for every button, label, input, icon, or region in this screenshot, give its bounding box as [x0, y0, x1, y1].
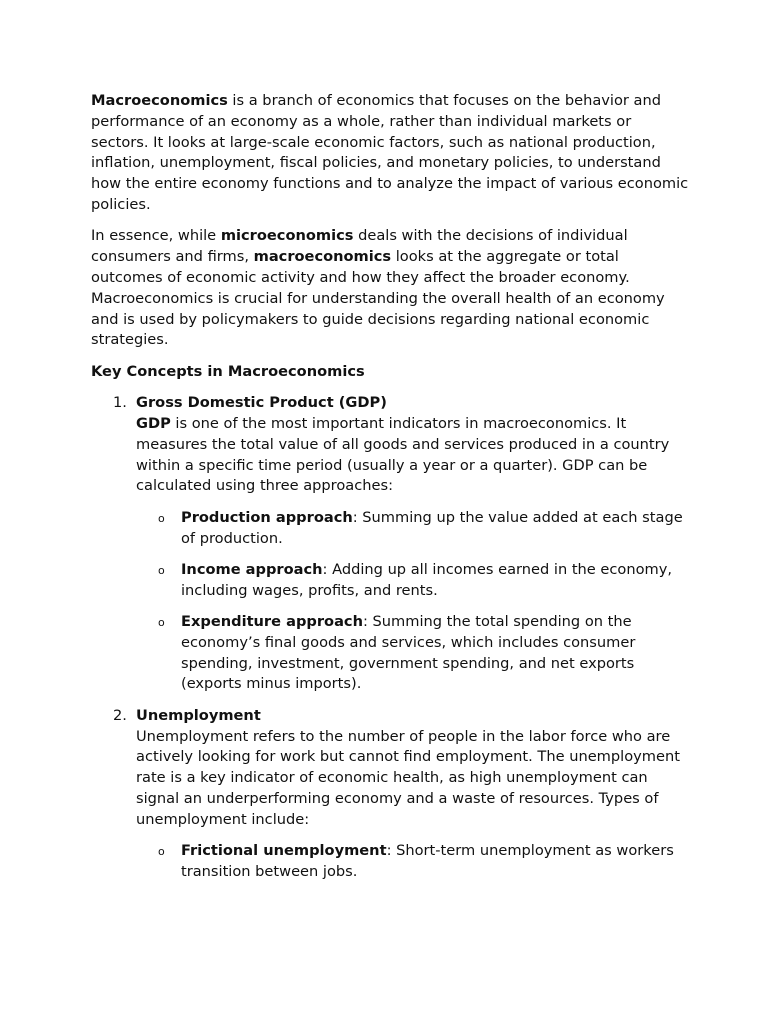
item-title: Unemployment	[136, 706, 261, 724]
sub-item-term: Expenditure approach	[181, 613, 363, 631]
intro-paragraph-2	[91, 226, 691, 351]
sub-item-text: : Short-term unemployment as workers transition between jobs.	[181, 842, 674, 881]
item-number: 1.	[113, 394, 127, 412]
intro-paragraph-2-text-e: looks at the aggregate or total outcomes of economic activity and how they affect the broader economy. Macroeconomics is crucial for understanding the overall health of an economy and is used by policymakers to guide decisions regarding national economic strategies.	[91, 248, 665, 349]
item-description-text: is one of the most important indicators in macroeconomics. It measures the total value of all goods and services produced in a country within a specific time period (usually a year or a quarter). GDP can be calculated using three approaches:	[136, 414, 670, 495]
gdp-approaches-list	[136, 508, 691, 696]
list-item-unemployment	[91, 706, 691, 883]
sub-item-frictional	[136, 841, 691, 883]
bullet-icon: o	[158, 616, 165, 630]
item-title: Gross Domestic Product (GDP)	[136, 394, 387, 412]
term-microeconomics: microeconomics	[220, 227, 354, 245]
list-item-gdp	[91, 393, 691, 695]
sub-item-term: Income approach	[181, 560, 323, 578]
bullet-icon: o	[158, 511, 165, 525]
intro-paragraph-2-text-c: deals with the decisions of individual consumers and firms,	[91, 227, 628, 266]
intro-paragraph-1	[91, 91, 691, 216]
sub-item-term: Frictional unemployment	[181, 842, 387, 860]
bullet-icon: o	[158, 845, 165, 859]
term-gdp: GDP	[136, 414, 171, 432]
sub-item-text: : Summing the total spending on the economy’s final goods and services, which includes consumer spending, investment, government spending, and net exports (exports minus imports).	[181, 613, 636, 693]
bullet-icon: o	[158, 563, 165, 577]
document-page	[91, 91, 691, 893]
term-macroeconomics-2: macroeconomics	[253, 248, 392, 266]
sub-item-text: : Adding up all incomes earned in the economy, including wages, profits, and rents.	[181, 560, 673, 599]
sub-item-text: : Summing up the value added at each stage of production.	[181, 508, 683, 547]
sub-item-income	[136, 560, 691, 602]
item-description	[136, 415, 669, 494]
sub-item-production	[136, 508, 691, 550]
item-number: 2.	[113, 706, 127, 724]
item-description: Unemployment refers to the number of people in the labor force who are actively looking for work but cannot find employment. The unemployment rate is a key indicator of economic health, as high unemployment can signal an underperforming economy and a waste of resources. Types of unemployment include:	[136, 727, 680, 828]
intro-paragraph-2-text-a: In essence, while	[91, 227, 221, 245]
unemployment-types-list	[136, 841, 691, 883]
section-heading: Key Concepts in Macroeconomics	[91, 362, 365, 380]
sub-item-term: Production approach	[181, 508, 353, 526]
term-macroeconomics: Macroeconomics	[91, 92, 228, 109]
concepts-list	[91, 393, 691, 883]
intro-paragraph-1-text: is a branch of economics that focuses on the behavior and performance of an economy as a whole, rather than individual markets or sectors. It looks at large-scale economic factors, such as national production, inflation, unemployment, fiscal policies, and monetary policies, to understand how the entire economy functions and to analyze the impact of various economic policies.	[91, 92, 689, 213]
sub-item-expenditure	[136, 612, 691, 695]
